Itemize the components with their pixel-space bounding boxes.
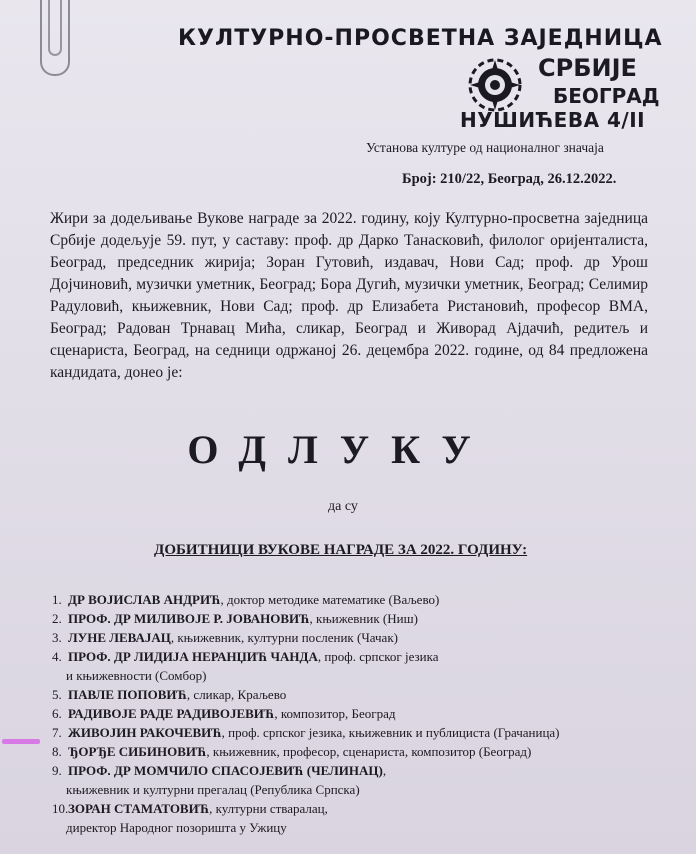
laureate-description: , доктор методике математике (Ваљево) xyxy=(220,592,440,607)
laureate-description-continued: и књижевности (Сомбор) xyxy=(66,668,207,683)
item-number: 6. xyxy=(52,706,62,721)
laureate-name: ПРОФ. ДР МОМЧИЛО СПАСОЈЕВИЋ (ЧЕЛИНАЦ) xyxy=(68,763,383,778)
item-number: 3. xyxy=(52,630,62,645)
laureate-description: , књижевник, професор, сценариста, композитор (Београд) xyxy=(206,744,532,759)
laureate-description-continued: директор Народног позоришта у Ужицу xyxy=(66,820,287,835)
laureate-name: ЖИВОЈИН РАКОЧЕВИЋ xyxy=(68,725,222,740)
item-number: 8. xyxy=(52,744,62,759)
organization-street: НУШИЋЕВА 4/II xyxy=(460,108,646,132)
decision-title: ОДЛУКУ xyxy=(187,427,493,472)
da-su-text: да су xyxy=(328,499,358,514)
laureates-list xyxy=(52,590,672,837)
laureate-description: , књижевник, културни посленик (Чачак) xyxy=(170,630,398,645)
list-item xyxy=(52,742,672,761)
item-number: 4. xyxy=(52,649,62,664)
laureate-name: ПАВЛЕ ПОПОВИЋ xyxy=(68,687,187,702)
organization-city: БЕОГРАД xyxy=(553,84,660,108)
laureate-name: ЗОРАН СТАМАТОВИЋ xyxy=(68,801,210,816)
institution-note: Установа културе од националног значаја xyxy=(366,140,604,155)
organization-name: КУЛТУРНО-ПРОСВЕТНА ЗАЈЕДНИЦА xyxy=(178,26,663,51)
laureate-description-continued: књижевник и културни прегалац (Република Српска) xyxy=(66,782,360,797)
highlighter-mark xyxy=(2,739,40,744)
list-item xyxy=(52,723,672,742)
item-number: 2. xyxy=(52,611,62,626)
item-number: 7. xyxy=(52,725,62,740)
item-number: 10. xyxy=(52,801,69,816)
intro-paragraph: Жири за додељивање Вукове награде за 2022. годину, коју Културно-просветна заједница Србије додељује 59. пут, у саставу: проф. др Дарко Танасковић, филолог оријенталиста, Београд, председник жирија; Зоран Гутовић, издавач, Нови Сад; проф. др Урош Дојчиновић, музички уметник, Београд; Бора Дугић, музички уметник, Београд; Селимир Радуловић, књижевник, Нови Сад; проф. др Елизабета Ристановић, професор ВМА, Београд; Радован Трнавац Мића, сликар, Београд и Живорад Ајдачић, редитељ и сценариста, Београд, на седници одржаној 26. децембра 2022. године, од 84 предложена кандидата, донео је: xyxy=(50,210,648,381)
organization-country: СРБИЈЕ xyxy=(538,54,637,82)
reference-number: Број: 210/22, Београд, 26.12.2022. xyxy=(402,171,617,187)
item-number: 9. xyxy=(52,763,62,778)
laureate-name: ДР ВОЈИСЛАВ АНДРИЋ xyxy=(68,592,221,607)
list-item xyxy=(52,590,672,609)
laureate-name: ЛУНЕ ЛЕВАЈАЦ xyxy=(68,630,171,645)
list-item xyxy=(52,799,672,837)
list-item xyxy=(52,761,672,799)
laureate-description: , књижевник (Ниш) xyxy=(309,611,418,626)
laureate-name: РАДИВОЈЕ РАДЕ РАДИВОЈЕВИЋ xyxy=(68,706,275,721)
laureate-description: , композитор, Београд xyxy=(274,706,396,721)
laureate-description: , проф. српског језика xyxy=(317,649,439,664)
laureate-name: ПРОФ. ДР МИЛИВОЈЕ Р. ЈОВАНОВИЋ xyxy=(68,611,310,626)
paper-clip xyxy=(40,0,70,76)
sun-ornament-icon xyxy=(468,58,522,112)
laureate-name: ПРОФ. ДР ЛИДИЈА НЕРАНЏИЋ ЧАНДА xyxy=(68,649,318,664)
list-item xyxy=(52,628,672,647)
laureate-name: ЂОРЂЕ СИБИНОВИЋ xyxy=(68,744,207,759)
laureate-description: , културни стваралац, xyxy=(209,801,328,816)
item-number: 1. xyxy=(52,592,62,607)
list-item xyxy=(52,647,672,685)
laureate-description: , проф. српског језика, књижевник и публициста (Грачаница) xyxy=(221,725,560,740)
laureate-description: , xyxy=(382,763,387,778)
laureate-description: , сликар, Краљево xyxy=(186,687,287,702)
list-item xyxy=(52,704,672,723)
list-item xyxy=(52,609,672,628)
list-item xyxy=(52,685,672,704)
laureates-heading: ДОБИТНИЦИ ВУКОВЕ НАГРАДЕ ЗА 2022. ГОДИНУ: xyxy=(154,542,528,558)
item-number: 5. xyxy=(52,687,62,702)
